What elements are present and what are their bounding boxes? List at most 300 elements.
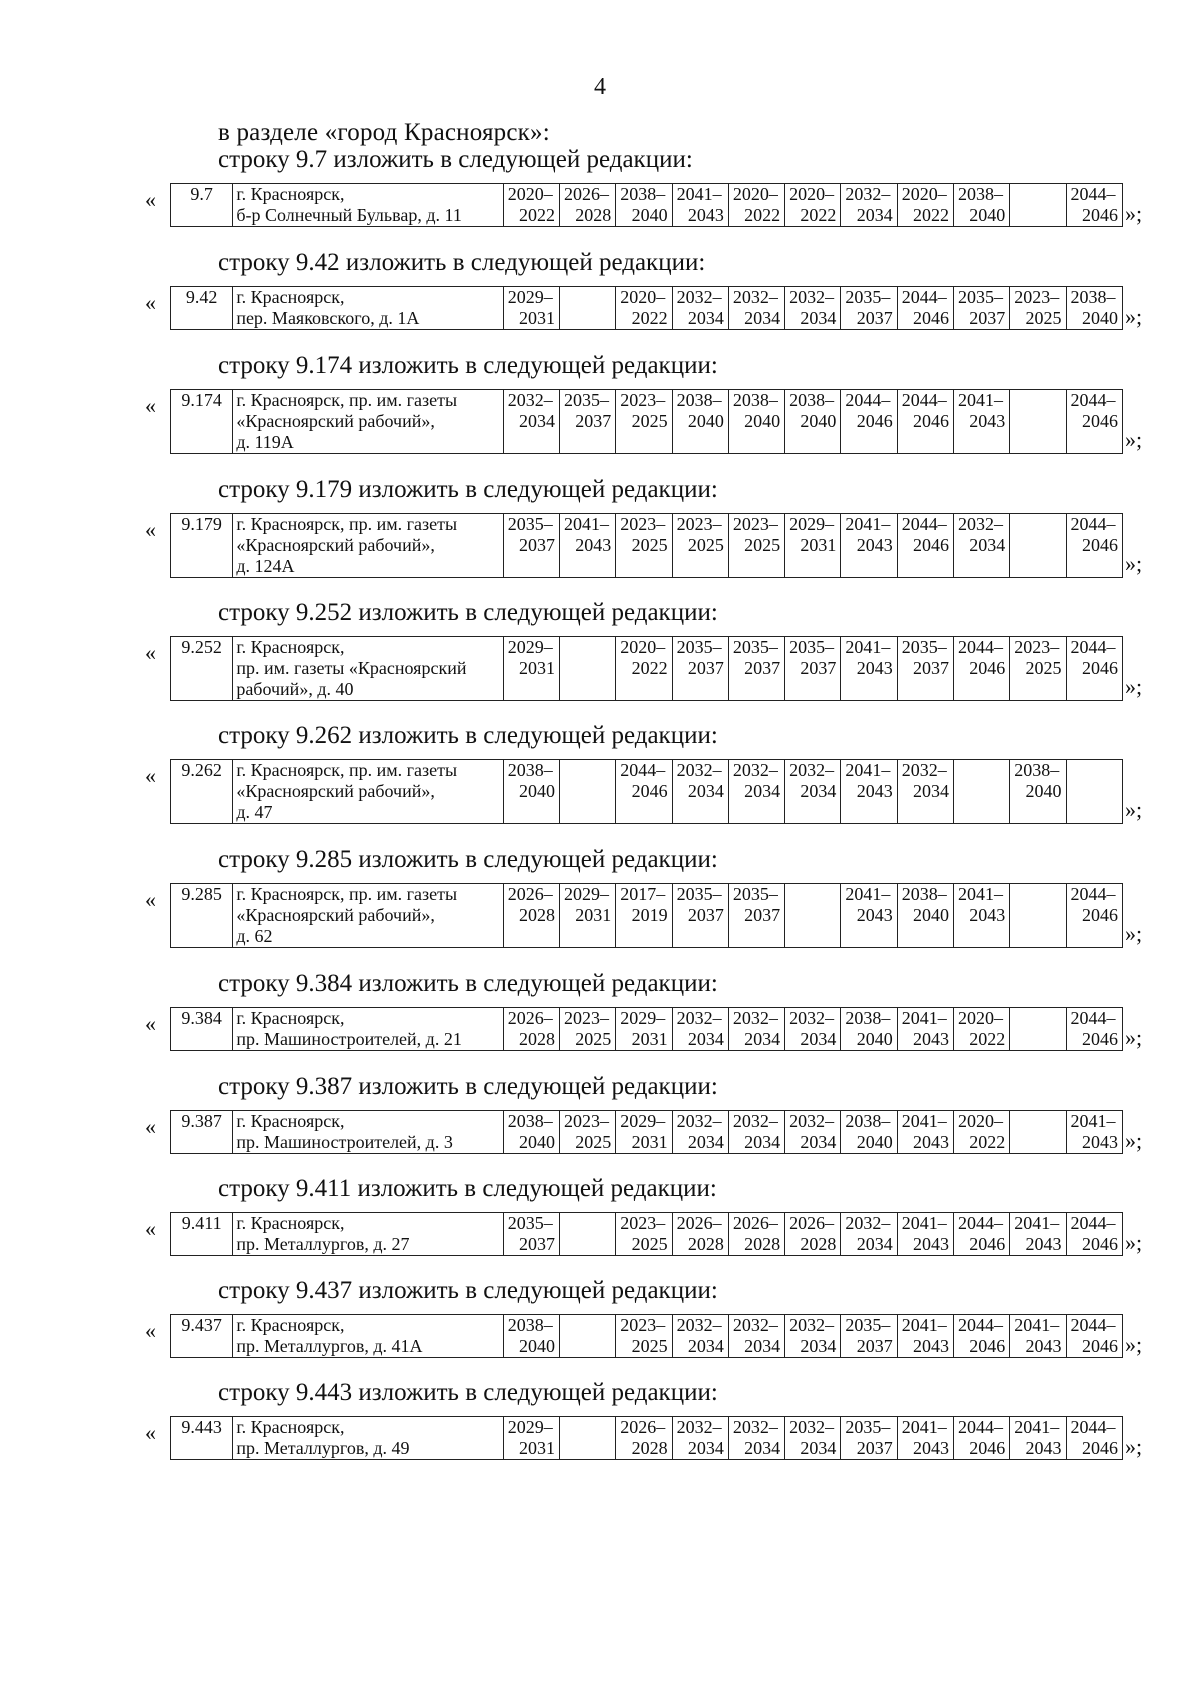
year-range-cell — [560, 390, 616, 454]
year-range-cell — [1010, 760, 1066, 824]
closing-quote: »; — [1125, 1128, 1143, 1153]
year-range-cell — [785, 637, 841, 701]
address-line: г. Красноярск, — [236, 287, 345, 307]
year-start: 2035– — [845, 1315, 891, 1335]
table-row — [171, 390, 1123, 454]
opening-quote: « — [145, 1318, 156, 1343]
closing-quote: »; — [1125, 921, 1143, 946]
year-range-cell — [785, 287, 841, 330]
year-end: 2040 — [519, 781, 555, 801]
year-range-cell — [560, 1111, 616, 1154]
year-end: 2025 — [1025, 308, 1062, 328]
year-range-cell — [785, 1008, 841, 1051]
year-end: 2034 — [800, 1438, 837, 1458]
year-end: 2043 — [912, 1438, 949, 1458]
year-start: 2044– — [1070, 184, 1116, 204]
year-end: 2046 — [912, 411, 949, 431]
year-end: 2034 — [744, 1132, 781, 1152]
year-end: 2034 — [744, 1029, 781, 1049]
year-end: 2046 — [631, 781, 668, 801]
year-start: 2026– — [789, 1213, 835, 1233]
year-range-cell — [841, 637, 897, 701]
year-range-cell — [728, 287, 784, 330]
year-end: 2022 — [800, 205, 837, 225]
row-number: 9.443 — [171, 1417, 233, 1460]
year-range-cell — [841, 1213, 897, 1256]
year-end: 2043 — [687, 205, 724, 225]
amendment-table — [170, 1007, 1123, 1051]
page-number: 4 — [594, 74, 606, 100]
year-start: 2041– — [1014, 1417, 1060, 1437]
year-start: 2020– — [789, 184, 835, 204]
year-range-cell — [560, 287, 616, 330]
table-row — [171, 1008, 1123, 1051]
year-range-cell — [953, 1315, 1009, 1358]
year-end: 2043 — [575, 535, 612, 555]
year-end: 2034 — [856, 1234, 893, 1254]
row-caption: строку 9.437 изложить в следующей редакции: — [218, 1277, 718, 1304]
address-cell — [233, 1111, 503, 1154]
year-range-cell — [728, 1213, 784, 1256]
year-start: 2035– — [845, 1417, 891, 1437]
year-range-cell — [1010, 1111, 1066, 1154]
table-row — [171, 184, 1123, 227]
year-end: 2043 — [912, 1029, 949, 1049]
year-start: 2038– — [732, 390, 778, 410]
address-line: «Красноярский рабочий», — [236, 535, 435, 555]
year-start: 2032– — [676, 1315, 722, 1335]
year-end: 2037 — [744, 658, 781, 678]
year-range-cell — [953, 760, 1009, 824]
year-start: 2038– — [845, 1008, 891, 1028]
year-start: 2032– — [732, 1417, 778, 1437]
amendment-table — [170, 513, 1123, 578]
year-range-cell — [1066, 760, 1122, 824]
year-range-cell — [1066, 514, 1122, 578]
year-start: 2041– — [845, 760, 891, 780]
year-range-cell — [503, 1213, 559, 1256]
year-end: 2043 — [856, 535, 893, 555]
year-end: 2034 — [800, 1029, 837, 1049]
year-start: 2044– — [1070, 390, 1116, 410]
year-start: 2032– — [789, 1111, 835, 1131]
year-end: 2037 — [687, 658, 724, 678]
year-range-cell — [1066, 390, 1122, 454]
year-start: 2038– — [1014, 760, 1060, 780]
year-range-cell — [616, 760, 672, 824]
address-cell — [233, 1008, 503, 1051]
year-range-cell — [503, 390, 559, 454]
year-end: 2025 — [1025, 658, 1062, 678]
year-end: 2034 — [519, 411, 555, 431]
year-start: 2032– — [676, 1417, 722, 1437]
year-end: 2037 — [687, 905, 724, 925]
section-heading: в разделе «город Красноярск»: — [218, 119, 550, 146]
year-range-cell — [897, 514, 953, 578]
year-range-cell — [1010, 287, 1066, 330]
row-caption: строку 9.179 изложить в следующей редакции: — [218, 476, 718, 503]
year-start: 2035– — [901, 637, 947, 657]
year-end: 2022 — [912, 205, 949, 225]
table-row — [171, 1213, 1123, 1256]
address-line: б-р Солнечный Бульвар, д. 11 — [236, 205, 462, 225]
year-range-cell — [616, 1417, 672, 1460]
address-line: пр. им. газеты «Красноярский — [236, 658, 467, 678]
year-start: 2041– — [901, 1315, 947, 1335]
year-end: 2034 — [744, 308, 781, 328]
year-start: 2032– — [732, 1008, 778, 1028]
year-range-cell — [728, 1417, 784, 1460]
year-end: 2025 — [631, 535, 668, 555]
year-start: 2032– — [789, 287, 835, 307]
year-start: 2029– — [620, 1008, 666, 1028]
year-end: 2031 — [631, 1132, 668, 1152]
year-end: 2022 — [631, 308, 668, 328]
year-range-cell — [953, 884, 1009, 948]
row-number: 9.437 — [171, 1315, 233, 1358]
year-end: 2046 — [969, 1336, 1006, 1356]
year-end: 2046 — [1082, 411, 1118, 431]
year-end: 2043 — [912, 1336, 949, 1356]
opening-quote: « — [145, 1011, 156, 1036]
year-end: 2034 — [687, 781, 724, 801]
table-row — [171, 884, 1123, 948]
year-range-cell — [785, 1213, 841, 1256]
year-start: 2041– — [901, 1008, 947, 1028]
year-end: 2040 — [519, 1336, 555, 1356]
year-range-cell — [503, 1417, 559, 1460]
year-end: 2037 — [575, 411, 612, 431]
year-range-cell — [841, 1111, 897, 1154]
address-line: пр. Металлургов, д. 27 — [236, 1234, 410, 1254]
year-start: 2032– — [957, 514, 1003, 534]
year-range-cell — [897, 637, 953, 701]
year-end: 2046 — [1082, 1234, 1118, 1254]
opening-quote: « — [145, 290, 156, 315]
year-range-cell — [728, 760, 784, 824]
closing-quote: »; — [1125, 674, 1143, 699]
year-end: 2043 — [912, 1234, 949, 1254]
year-end: 2043 — [856, 781, 893, 801]
year-start: 2032– — [676, 760, 722, 780]
year-range-cell — [785, 390, 841, 454]
year-range-cell — [1066, 1315, 1122, 1358]
year-range-cell — [953, 390, 1009, 454]
year-range-cell — [841, 390, 897, 454]
year-range-cell — [616, 1213, 672, 1256]
year-range-cell — [503, 514, 559, 578]
year-range-cell — [785, 1315, 841, 1358]
year-start: 2032– — [789, 1008, 835, 1028]
year-range-cell — [953, 1111, 1009, 1154]
year-range-cell — [616, 514, 672, 578]
year-start: 2044– — [1070, 1315, 1116, 1335]
year-start: 2020– — [957, 1008, 1003, 1028]
address-cell — [233, 184, 503, 227]
year-end: 2037 — [800, 658, 837, 678]
year-range-cell — [1010, 1008, 1066, 1051]
year-start: 2038– — [1070, 287, 1116, 307]
address-line: д. 119А — [236, 432, 294, 452]
year-range-cell — [785, 1111, 841, 1154]
year-range-cell — [728, 184, 784, 227]
year-end: 2043 — [1082, 1132, 1118, 1152]
year-end: 2040 — [631, 205, 668, 225]
closing-quote: »; — [1125, 304, 1143, 329]
address-cell — [233, 287, 503, 330]
year-range-cell — [953, 287, 1009, 330]
year-range-cell — [728, 1315, 784, 1358]
year-range-cell — [672, 1111, 728, 1154]
year-end: 2025 — [575, 1132, 612, 1152]
year-start: 2035– — [732, 884, 778, 904]
year-start: 2041– — [957, 884, 1003, 904]
year-end: 2037 — [519, 1234, 555, 1254]
year-start: 2023– — [620, 514, 666, 534]
year-start: 2038– — [789, 390, 835, 410]
year-end: 2034 — [800, 781, 837, 801]
row-caption: строку 9.252 изложить в следующей редакции: — [218, 599, 718, 626]
year-end: 2022 — [519, 205, 555, 225]
year-range-cell — [560, 1417, 616, 1460]
year-start: 2032– — [901, 760, 947, 780]
address-line: пр. Машиностроителей, д. 21 — [236, 1029, 462, 1049]
year-end: 2040 — [1025, 781, 1062, 801]
year-start: 2044– — [845, 390, 891, 410]
year-range-cell — [672, 760, 728, 824]
year-end: 2034 — [912, 781, 949, 801]
year-start: 2029– — [789, 514, 835, 534]
year-range-cell — [1010, 514, 1066, 578]
year-end: 2046 — [1082, 905, 1118, 925]
address-line: «Красноярский рабочий», — [236, 781, 435, 801]
year-start: 2044– — [1070, 884, 1116, 904]
year-start: 2035– — [676, 884, 722, 904]
year-range-cell — [897, 287, 953, 330]
year-range-cell — [897, 184, 953, 227]
address-cell — [233, 637, 503, 701]
year-end: 2037 — [744, 905, 781, 925]
year-end: 2025 — [575, 1029, 612, 1049]
year-range-cell — [616, 884, 672, 948]
year-start: 2029– — [620, 1111, 666, 1131]
year-start: 2035– — [789, 637, 835, 657]
address-line: д. 124А — [236, 556, 295, 576]
year-range-cell — [1010, 390, 1066, 454]
year-end: 2037 — [856, 308, 893, 328]
address-line: г. Красноярск, — [236, 184, 345, 204]
year-end: 2037 — [912, 658, 949, 678]
address-line: г. Красноярск, — [236, 1417, 345, 1437]
year-end: 2031 — [519, 658, 555, 678]
year-start: 2026– — [564, 184, 609, 204]
year-range-cell — [1010, 884, 1066, 948]
year-start: 2038– — [507, 760, 553, 780]
year-end: 2043 — [969, 905, 1006, 925]
row-caption: строку 9.384 изложить в следующей редакции: — [218, 970, 718, 997]
year-end: 2031 — [519, 308, 555, 328]
year-start: 2044– — [957, 1417, 1003, 1437]
year-range-cell — [672, 514, 728, 578]
year-range-cell — [1010, 1417, 1066, 1460]
year-start: 2035– — [507, 1213, 553, 1233]
year-range-cell — [672, 637, 728, 701]
year-start: 2023– — [1014, 287, 1060, 307]
row-caption: строку 9.285 изложить в следующей редакции: — [218, 846, 718, 873]
year-start: 2032– — [676, 1111, 722, 1131]
year-range-cell — [841, 884, 897, 948]
year-range-cell — [616, 1111, 672, 1154]
year-start: 2032– — [789, 1417, 835, 1437]
closing-quote: »; — [1125, 1025, 1143, 1050]
year-start: 2029– — [564, 884, 609, 904]
year-range-cell — [841, 760, 897, 824]
year-end: 2034 — [687, 1029, 724, 1049]
year-end: 2034 — [856, 205, 893, 225]
year-range-cell — [1010, 1213, 1066, 1256]
year-range-cell — [560, 637, 616, 701]
year-start: 2023– — [732, 514, 778, 534]
closing-quote: »; — [1125, 427, 1143, 452]
year-range-cell — [616, 390, 672, 454]
address-line: д. 47 — [236, 802, 273, 822]
year-range-cell — [1066, 184, 1122, 227]
year-range-cell — [953, 637, 1009, 701]
year-start: 2023– — [1014, 637, 1060, 657]
amendment-table — [170, 183, 1123, 227]
year-range-cell — [560, 760, 616, 824]
year-range-cell — [897, 1315, 953, 1358]
row-number: 9.411 — [171, 1213, 233, 1256]
year-range-cell — [897, 1111, 953, 1154]
year-start: 2032– — [732, 287, 778, 307]
year-end: 2034 — [744, 1336, 781, 1356]
year-end: 2028 — [519, 1029, 555, 1049]
year-range-cell — [841, 1417, 897, 1460]
year-start: 2023– — [676, 514, 722, 534]
address-line: г. Красноярск, — [236, 1008, 345, 1028]
closing-quote: »; — [1125, 201, 1143, 226]
year-start: 2035– — [676, 637, 722, 657]
year-start: 2041– — [957, 390, 1003, 410]
year-range-cell — [841, 1315, 897, 1358]
row-number: 9.42 — [171, 287, 233, 330]
year-range-cell — [672, 1213, 728, 1256]
closing-quote: »; — [1125, 551, 1143, 576]
year-end: 2043 — [856, 905, 893, 925]
row-number: 9.285 — [171, 884, 233, 948]
year-start: 2044– — [901, 514, 947, 534]
year-start: 2035– — [845, 287, 891, 307]
row-number: 9.384 — [171, 1008, 233, 1051]
year-end: 2040 — [800, 411, 837, 431]
year-end: 2025 — [631, 411, 668, 431]
year-start: 2035– — [507, 514, 553, 534]
row-caption: строку 9.443 изложить в следующей редакции: — [218, 1379, 718, 1406]
opening-quote: « — [145, 517, 156, 542]
year-start: 2038– — [845, 1111, 891, 1131]
year-range-cell — [1066, 1417, 1122, 1460]
address-line: г. Красноярск, — [236, 637, 345, 657]
year-range-cell — [503, 760, 559, 824]
year-range-cell — [616, 287, 672, 330]
closing-quote: »; — [1125, 1230, 1143, 1255]
year-start: 2044– — [620, 760, 666, 780]
year-start: 2035– — [732, 637, 778, 657]
year-range-cell — [953, 184, 1009, 227]
row-caption: строку 9.387 изложить в следующей редакции: — [218, 1073, 718, 1100]
year-end: 2043 — [969, 411, 1006, 431]
year-range-cell — [841, 514, 897, 578]
year-start: 2032– — [789, 760, 835, 780]
year-end: 2028 — [519, 905, 555, 925]
year-range-cell — [728, 637, 784, 701]
year-range-cell — [560, 1213, 616, 1256]
year-range-cell — [897, 1008, 953, 1051]
year-end: 2043 — [1025, 1234, 1062, 1254]
row-caption: строку 9.411 изложить в следующей редакции: — [218, 1175, 717, 1202]
year-start: 2044– — [1070, 514, 1116, 534]
year-range-cell — [841, 184, 897, 227]
year-start: 2038– — [507, 1315, 553, 1335]
table-row — [171, 1417, 1123, 1460]
year-range-cell — [1010, 637, 1066, 701]
year-end: 2046 — [1082, 658, 1118, 678]
amendment-table — [170, 389, 1123, 454]
year-start: 2041– — [901, 1417, 947, 1437]
year-end: 2028 — [687, 1234, 724, 1254]
address-line: «Красноярский рабочий», — [236, 411, 435, 431]
year-end: 2037 — [856, 1438, 893, 1458]
year-range-cell — [953, 1213, 1009, 1256]
year-start: 2044– — [957, 1213, 1003, 1233]
year-start: 2023– — [620, 390, 666, 410]
row-caption: строку 9.7 изложить в следующей редакции: — [218, 146, 693, 173]
address-line: рабочий», д. 40 — [236, 679, 354, 699]
year-end: 2034 — [800, 308, 837, 328]
year-end: 2025 — [687, 535, 724, 555]
address-line: г. Красноярск, пр. им. газеты — [236, 760, 458, 780]
row-number: 9.262 — [171, 760, 233, 824]
year-end: 2046 — [912, 535, 949, 555]
address-cell — [233, 1315, 503, 1358]
year-start: 2026– — [676, 1213, 722, 1233]
year-range-cell — [728, 390, 784, 454]
year-range-cell — [503, 184, 559, 227]
year-range-cell — [841, 287, 897, 330]
year-end: 2034 — [687, 1438, 724, 1458]
year-end: 2037 — [969, 308, 1006, 328]
year-end: 2025 — [631, 1234, 668, 1254]
year-start: 2044– — [957, 637, 1003, 657]
year-start: 2020– — [620, 287, 666, 307]
year-end: 2046 — [1082, 1029, 1118, 1049]
amendment-table — [170, 286, 1123, 330]
row-number: 9.7 — [171, 184, 233, 227]
address-line: пр. Машиностроителей, д. 3 — [236, 1132, 453, 1152]
year-end: 2043 — [1025, 1336, 1062, 1356]
year-range-cell — [616, 1008, 672, 1051]
row-number: 9.387 — [171, 1111, 233, 1154]
year-end: 2040 — [519, 1132, 555, 1152]
year-start: 2038– — [901, 884, 947, 904]
year-range-cell — [1010, 1315, 1066, 1358]
year-range-cell — [785, 514, 841, 578]
address-cell — [233, 514, 503, 578]
year-range-cell — [503, 1111, 559, 1154]
year-start: 2029– — [507, 287, 553, 307]
year-end: 2037 — [519, 535, 555, 555]
